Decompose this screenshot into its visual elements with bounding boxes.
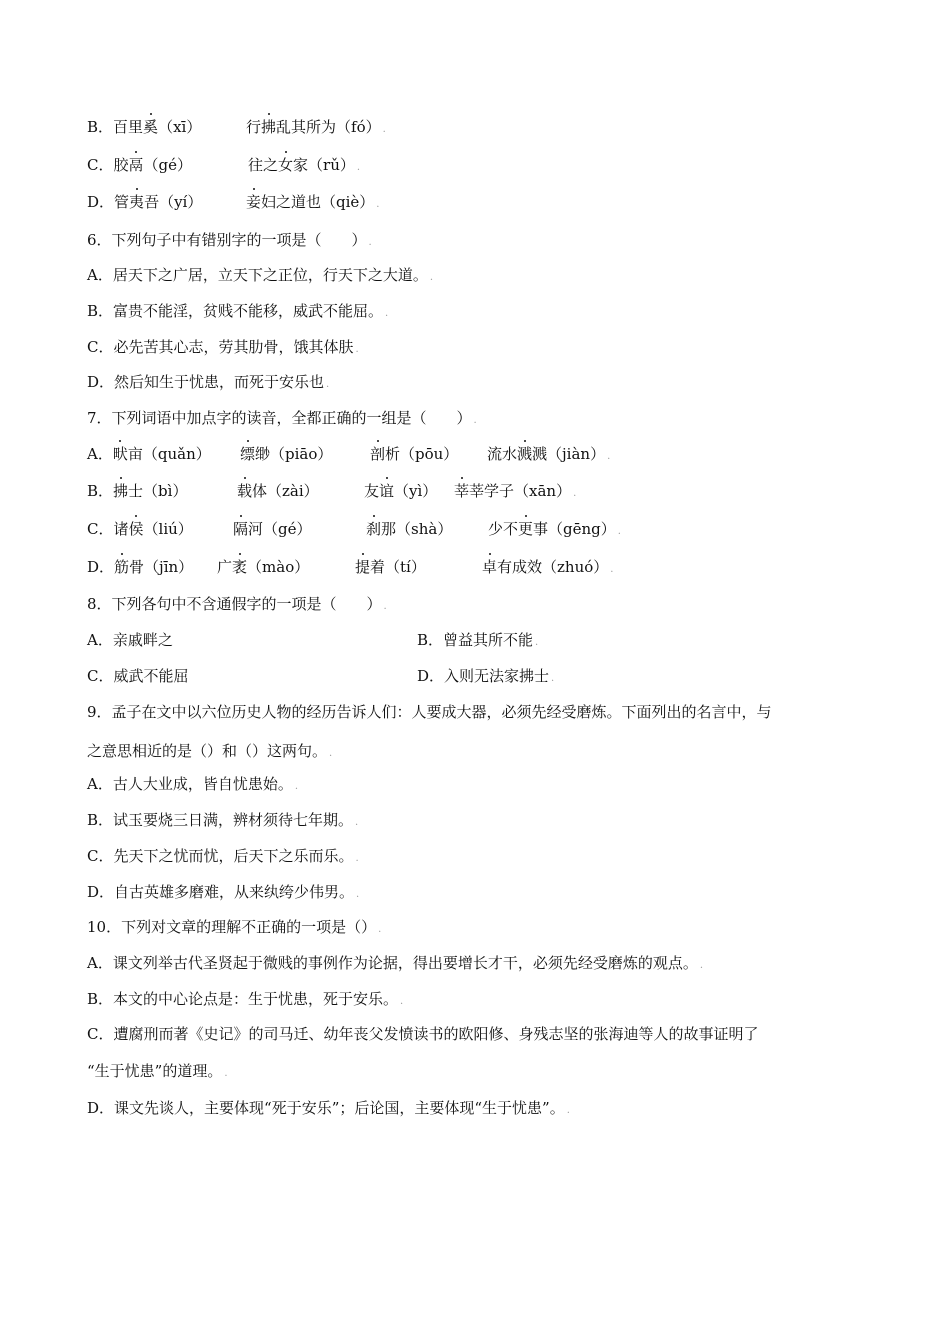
q6-option-b: B．富贵不能淫，贫贱不能移，威武不能屈。 . — [87, 302, 389, 320]
dotted-char: 袤 — [232, 558, 248, 576]
q7-b-item-4: 莘莘学子（xān） . — [454, 482, 577, 500]
q7-a-item-3: 剖析（pōu） — [370, 445, 459, 463]
q5-option-d: D．管夷吾（yí） — [87, 193, 203, 211]
q7-option-a: A．畎亩（quǎn） — [87, 445, 211, 463]
q7-c-item-3: 刹那（shà） — [366, 520, 453, 538]
dotted-char: 隔 — [233, 520, 249, 538]
dotted-char: 载 — [237, 482, 253, 500]
q9-option-d: D．自古英雄多磨难，从来纨绔少伟男。 . — [87, 883, 360, 901]
q7-stem: 7．下列词语中加点字的读音，全都正确的一组是（ ） . — [87, 409, 477, 427]
q7-option-b: B．拂士（bì） — [87, 482, 188, 500]
dotted-char: 刹 — [366, 520, 382, 538]
q10-option-a: A．课文列举古代圣贤起于微贱的事例作为论据，得出要增长才干，必须先经受磨炼的观点。 . — [87, 954, 704, 972]
q8-option-b: B．曾益其所不能 . — [417, 631, 539, 649]
q10-stem: 10．下列对文章的理解不正确的一项是（） . — [87, 918, 382, 936]
q7-option-d: D．筋骨（jīn） — [87, 558, 194, 576]
q6-stem: 6．下列句子中有错别字的一项是（ ） . — [87, 231, 372, 249]
dotted-char: 筋 — [114, 558, 130, 576]
q7-c-item-4: 少不更事（gēng） . — [488, 520, 621, 538]
dotted-char: 谊 — [379, 482, 395, 500]
q7-b-item-2: 载体（zài） — [237, 482, 319, 500]
q7-d-item-2: 广袤（mào） — [217, 558, 310, 576]
q7-b-item-3: 友谊（yì） — [364, 482, 438, 500]
q5-option-b: B．百里奚（xī） — [87, 118, 202, 136]
q7-a-item-2: 缥缈（piāo） — [240, 445, 333, 463]
q5-option-c: C．胶鬲（gé） — [87, 156, 192, 174]
dotted-char: 拂 — [113, 482, 129, 500]
q10-option-c-line-2: “生于忧患”的道理。 . — [87, 1062, 228, 1080]
dotted-char: 鬲 — [128, 156, 144, 174]
q10-option-b: B．本文的中心论点是：生于忧患，死于安乐。 . — [87, 990, 404, 1008]
q9-stem-line-2: 之意思相近的是（）和（）这两句。 . — [87, 742, 333, 760]
q7-d-item-3: 提着（tí） — [355, 558, 426, 576]
q10-option-d: D．课文先谈人，主要体现“死于安乐”；后论国，主要体现“生于忧患”。 . — [87, 1099, 570, 1117]
dotted-char: 卓 — [482, 558, 498, 576]
q9-option-a: A．古人大业成，皆自忧患始。 . — [87, 775, 299, 793]
q10-option-c-line-1: C．遭腐刑而著《史记》的司马迁、幼年丧父发愤读书的欧阳修、身残志坚的张海迪等人的故事证明了 — [87, 1025, 759, 1043]
dotted-char: 更 — [518, 520, 534, 538]
dotted-char: 缥 — [240, 445, 256, 463]
q5-option-b-second: 行拂乱其所为（fó） . — [246, 118, 386, 136]
q8-option-c: C．威武不能屈 — [87, 667, 189, 685]
dotted-char: 溅 — [517, 445, 533, 463]
q9-option-b: B．试玉要烧三日满，辨材须待七年期。 . — [87, 811, 359, 829]
q7-c-item-2: 隔河（gé） — [233, 520, 312, 538]
q8-option-d: D．入则无法家拂士 . — [417, 667, 555, 685]
q9-stem-line-1: 9．孟子在文中以六位历史人物的经历告诉人们：人要成大器，必须先经受磨炼。下面列出的名言中，与 — [87, 703, 772, 721]
q6-option-c: C．必先苦其心志，劳其肋骨，饿其体肤 . — [87, 338, 359, 356]
dotted-char: 莘 — [454, 482, 470, 500]
q6-option-d: D．然后知生于忧患，而死于安乐也 . — [87, 373, 330, 391]
dotted-char: 剖 — [370, 445, 386, 463]
q7-option-c: C．诸侯（liú） — [87, 520, 193, 538]
q7-d-item-4: 卓有成效（zhuó） . — [482, 558, 614, 576]
dotted-char: 畎 — [112, 445, 128, 463]
q8-option-a: A．亲戚畔之 — [87, 631, 173, 649]
dotted-char: 女 — [278, 156, 294, 174]
dotted-char: 侯 — [128, 520, 144, 538]
q7-a-item-4: 流水溅溅（jiàn） . — [487, 445, 611, 463]
dotted-char: 拂 — [261, 118, 277, 136]
q5-option-c-second: 往之女家（rǔ） . — [248, 156, 361, 174]
dotted-char: 奚 — [143, 118, 159, 136]
dotted-char: 妾 — [246, 193, 262, 211]
q9-option-c: C．先天下之忧而忧，后天下之乐而乐。 . — [87, 847, 359, 865]
dotted-char: 提 — [355, 558, 371, 576]
dotted-char: 夷 — [129, 193, 145, 211]
q6-option-a: A．居天下之广居，立天下之正位，行天下之大道。 . — [87, 266, 434, 284]
q5-option-d-second: 妾妇之道也（qiè） . — [246, 193, 380, 211]
q8-stem: 8．下列各句中不含通假字的一项是（ ） . — [87, 595, 387, 613]
